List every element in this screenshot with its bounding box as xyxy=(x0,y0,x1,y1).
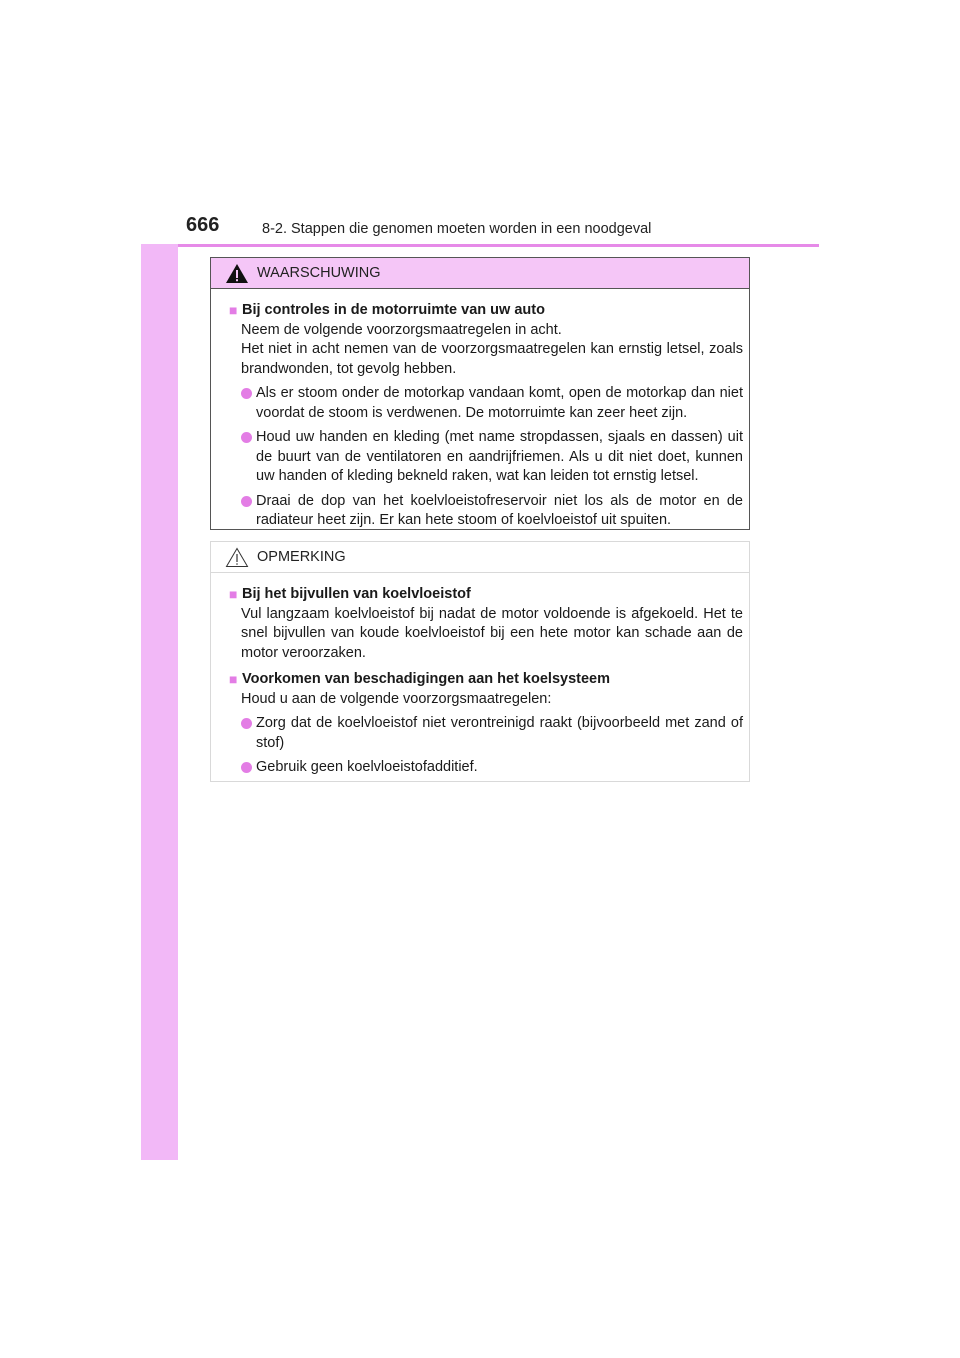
round-bullet-icon xyxy=(241,718,252,729)
warning-intro-2: Het niet in acht nemen van de voorzorgsmaatregelen kan ernstig letsel, zoals brandwonden, tot gevolg hebben. xyxy=(241,341,743,377)
notice-heading xyxy=(229,670,743,690)
warning-bullet-text: Als er stoom onder de motorkap vandaan komt, open de motorkap dan niet voordat de stoom is verdwenen. De motorruimte kan zeer heet zijn. xyxy=(256,385,743,421)
notice-bullet xyxy=(241,714,743,753)
notice-box-header xyxy=(211,542,749,573)
warning-heading-text: Bij controles in de motorruimte van uw auto xyxy=(242,302,545,318)
square-bullet-icon: ■ xyxy=(229,302,238,318)
caution-triangle-outline-icon xyxy=(225,547,249,568)
warning-title: WAARSCHUWING xyxy=(257,265,381,281)
warning-triangle-icon xyxy=(225,263,249,284)
notice-heading-text: Bij het bijvullen van koelvloeistof xyxy=(242,586,471,602)
warning-box-header xyxy=(211,258,749,289)
header-rule xyxy=(178,244,819,247)
warning-bullet-text: Draai de dop van het koelvloeistofreservoir niet los als de motor en de radiateur heet zijn. Er kan hete stoom of koelvloeistof uit spuiten. xyxy=(256,492,743,528)
warning-bullet-text: Houd uw handen en kleding (met name stropdassen, sjaals en dassen) uit de buurt van de ventilatoren en aandrijfriemen. Als u dit niet doet, kunnen uw handen of kleding bekneld raken, wat kan leiden tot ernstig letsel. xyxy=(256,429,743,484)
notice-title: OPMERKING xyxy=(257,549,346,565)
notice-heading xyxy=(229,585,743,605)
warning-box xyxy=(210,257,750,530)
notice-bullet xyxy=(241,758,743,778)
notice-box xyxy=(210,541,750,782)
notice-bullet-text: Gebruik geen koelvloeistofadditief. xyxy=(256,759,478,775)
round-bullet-icon xyxy=(241,496,252,507)
warning-intro-1: Neem de volgende voorzorgsmaatregelen in acht. xyxy=(241,321,562,338)
notice-bullet-text: Zorg dat de koelvloeistof niet verontreinigd raakt (bijvoorbeeld met zand of stof) xyxy=(256,715,743,751)
round-bullet-icon xyxy=(241,432,252,443)
warning-bullet xyxy=(241,384,743,423)
square-bullet-icon: ■ xyxy=(229,586,238,602)
notice-paragraph: Vul langzaam koelvloeistof bij nadat de motor voldoende is afgekoeld. Het te snel bijvullen van koude koelvloeistof bij een hete motor kan schade aan de motor veroorzaken. xyxy=(241,605,743,661)
square-bullet-icon: ■ xyxy=(229,671,238,687)
notice-body xyxy=(211,573,749,778)
warning-body xyxy=(211,289,749,531)
warning-heading xyxy=(229,301,743,321)
notice-paragraph: Houd u aan de volgende voorzorgsmaatregelen: xyxy=(241,690,552,707)
round-bullet-icon xyxy=(241,388,252,399)
notice-heading-text: Voorkomen van beschadigingen aan het koelsysteem xyxy=(242,671,610,687)
side-band xyxy=(141,198,178,1160)
round-bullet-icon xyxy=(241,762,252,773)
page-number: 666 xyxy=(186,214,220,236)
warning-bullet xyxy=(241,428,743,487)
section-title: 8-2. Stappen die genomen moeten worden in een noodgeval xyxy=(262,221,652,237)
warning-bullet xyxy=(241,492,743,531)
